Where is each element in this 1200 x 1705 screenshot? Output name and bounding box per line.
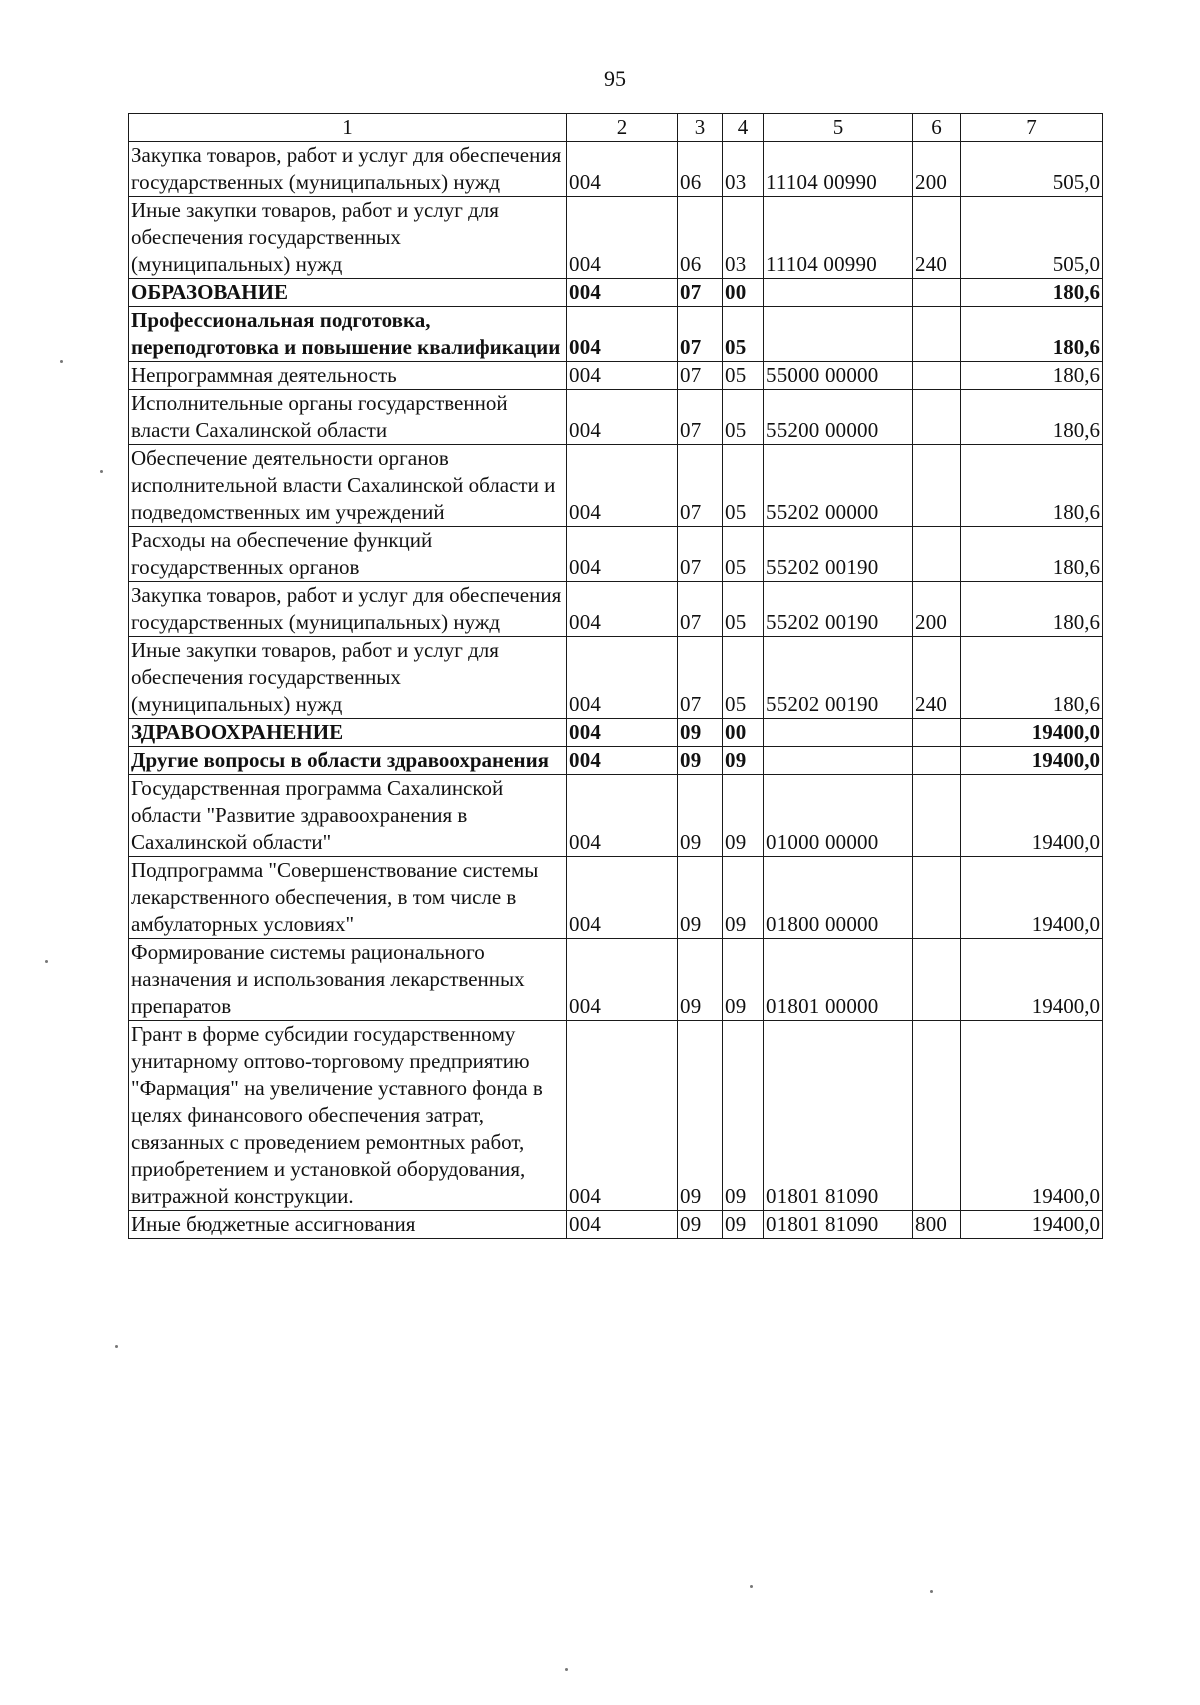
row-expense-type-cell: 200 <box>913 582 961 637</box>
row-admin-code-cell: 004 <box>567 307 678 362</box>
table-row <box>129 142 1103 197</box>
row-name-cell: Обеспечение деятельности органов исполнительной власти Сахалинской области и подведомственных им учреждений <box>129 445 567 527</box>
table-row <box>129 197 1103 279</box>
row-name-cell: Профессиональная подготовка, переподготовка и повышение квалификации <box>129 307 567 362</box>
row-expense-type-cell: 240 <box>913 197 961 279</box>
scan-speck <box>565 1668 568 1671</box>
row-target-article-cell: 01800 00000 <box>764 857 913 939</box>
row-expense-type-cell <box>913 445 961 527</box>
row-subsection-cell: 05 <box>723 445 764 527</box>
table-row <box>129 857 1103 939</box>
row-expense-type-cell <box>913 939 961 1021</box>
row-amount-cell: 180,6 <box>961 527 1103 582</box>
scan-speck <box>750 1585 753 1588</box>
row-section-cell: 09 <box>678 747 723 775</box>
row-name-cell: Другие вопросы в области здравоохранения <box>129 747 567 775</box>
row-name-cell: Закупка товаров, работ и услуг для обеспечения государственных (муниципальных) нужд <box>129 142 567 197</box>
row-section-cell: 07 <box>678 582 723 637</box>
header-cell-1: 1 <box>129 114 567 142</box>
row-subsection-cell: 09 <box>723 939 764 1021</box>
row-expense-type-cell: 200 <box>913 142 961 197</box>
table-row <box>129 719 1103 747</box>
header-cell-6: 6 <box>913 114 961 142</box>
row-section-cell: 09 <box>678 1211 723 1239</box>
row-admin-code-cell: 004 <box>567 1211 678 1239</box>
scan-speck <box>115 1345 118 1348</box>
row-expense-type-cell <box>913 279 961 307</box>
scan-speck <box>930 1590 933 1593</box>
row-section-cell: 07 <box>678 307 723 362</box>
row-section-cell: 06 <box>678 142 723 197</box>
row-name-cell: Формирование системы рационального назначения и использования лекарственных препаратов <box>129 939 567 1021</box>
row-admin-code-cell: 004 <box>567 747 678 775</box>
row-admin-code-cell: 004 <box>567 362 678 390</box>
row-admin-code-cell: 004 <box>567 279 678 307</box>
row-subsection-cell: 05 <box>723 582 764 637</box>
row-target-article-cell: 55202 00190 <box>764 637 913 719</box>
row-name-cell: Иные бюджетные ассигнования <box>129 1211 567 1239</box>
table-row <box>129 582 1103 637</box>
row-expense-type-cell: 800 <box>913 1211 961 1239</box>
row-subsection-cell: 09 <box>723 1021 764 1211</box>
row-expense-type-cell: 240 <box>913 637 961 719</box>
row-amount-cell: 505,0 <box>961 142 1103 197</box>
row-section-cell: 09 <box>678 719 723 747</box>
row-subsection-cell: 05 <box>723 637 764 719</box>
row-admin-code-cell: 004 <box>567 582 678 637</box>
row-amount-cell: 19400,0 <box>961 1021 1103 1211</box>
table-row <box>129 1211 1103 1239</box>
header-cell-5: 5 <box>764 114 913 142</box>
row-section-cell: 09 <box>678 775 723 857</box>
row-expense-type-cell <box>913 719 961 747</box>
table-row <box>129 362 1103 390</box>
row-amount-cell: 19400,0 <box>961 939 1103 1021</box>
row-section-cell: 09 <box>678 939 723 1021</box>
row-amount-cell: 180,6 <box>961 390 1103 445</box>
row-target-article-cell: 01801 81090 <box>764 1021 913 1211</box>
row-admin-code-cell: 004 <box>567 142 678 197</box>
row-expense-type-cell <box>913 527 961 582</box>
row-name-cell: Иные закупки товаров, работ и услуг для обеспечения государственных (муниципальных) нужд <box>129 637 567 719</box>
row-amount-cell: 19400,0 <box>961 775 1103 857</box>
row-expense-type-cell <box>913 307 961 362</box>
row-target-article-cell <box>764 307 913 362</box>
row-subsection-cell: 09 <box>723 775 764 857</box>
row-name-cell: ЗДРАВООХРАНЕНИЕ <box>129 719 567 747</box>
row-subsection-cell: 00 <box>723 719 764 747</box>
row-subsection-cell: 03 <box>723 197 764 279</box>
table-row <box>129 527 1103 582</box>
row-target-article-cell: 01801 00000 <box>764 939 913 1021</box>
scan-speck <box>100 470 103 473</box>
row-subsection-cell: 05 <box>723 307 764 362</box>
row-amount-cell: 180,6 <box>961 307 1103 362</box>
row-expense-type-cell <box>913 1021 961 1211</box>
row-subsection-cell: 05 <box>723 527 764 582</box>
row-amount-cell: 180,6 <box>961 279 1103 307</box>
row-name-cell: Расходы на обеспечение функций государственных органов <box>129 527 567 582</box>
row-admin-code-cell: 004 <box>567 637 678 719</box>
row-section-cell: 07 <box>678 445 723 527</box>
row-admin-code-cell: 004 <box>567 719 678 747</box>
row-amount-cell: 19400,0 <box>961 1211 1103 1239</box>
row-section-cell: 09 <box>678 857 723 939</box>
row-target-article-cell: 55202 00000 <box>764 445 913 527</box>
row-section-cell: 07 <box>678 637 723 719</box>
row-name-cell: Исполнительные органы государственной власти Сахалинской области <box>129 390 567 445</box>
row-target-article-cell: 01801 81090 <box>764 1211 913 1239</box>
row-amount-cell: 505,0 <box>961 197 1103 279</box>
header-cell-4: 4 <box>723 114 764 142</box>
table-row <box>129 307 1103 362</box>
table-row <box>129 939 1103 1021</box>
row-admin-code-cell: 004 <box>567 939 678 1021</box>
row-expense-type-cell <box>913 390 961 445</box>
row-name-cell: Непрограммная деятельность <box>129 362 567 390</box>
row-amount-cell: 180,6 <box>961 637 1103 719</box>
row-subsection-cell: 00 <box>723 279 764 307</box>
row-admin-code-cell: 004 <box>567 857 678 939</box>
row-target-article-cell <box>764 719 913 747</box>
row-target-article-cell: 55200 00000 <box>764 390 913 445</box>
table-body <box>129 114 1103 1239</box>
row-section-cell: 07 <box>678 527 723 582</box>
table-row <box>129 775 1103 857</box>
row-admin-code-cell: 004 <box>567 1021 678 1211</box>
table-row <box>129 390 1103 445</box>
row-section-cell: 09 <box>678 1021 723 1211</box>
header-cell-7: 7 <box>961 114 1103 142</box>
row-admin-code-cell: 004 <box>567 197 678 279</box>
row-name-cell: Иные закупки товаров, работ и услуг для обеспечения государственных (муниципальных) нужд <box>129 197 567 279</box>
row-target-article-cell: 11104 00990 <box>764 142 913 197</box>
scan-speck <box>45 960 48 963</box>
row-amount-cell: 180,6 <box>961 362 1103 390</box>
row-admin-code-cell: 004 <box>567 445 678 527</box>
scan-speck <box>60 360 63 363</box>
row-subsection-cell: 09 <box>723 857 764 939</box>
row-expense-type-cell <box>913 747 961 775</box>
row-target-article-cell: 55202 00190 <box>764 527 913 582</box>
row-section-cell: 06 <box>678 197 723 279</box>
row-amount-cell: 19400,0 <box>961 857 1103 939</box>
row-expense-type-cell <box>913 775 961 857</box>
row-section-cell: 07 <box>678 279 723 307</box>
row-subsection-cell: 05 <box>723 390 764 445</box>
page-number: 95 <box>604 66 626 91</box>
row-name-cell: ОБРАЗОВАНИЕ <box>129 279 567 307</box>
row-expense-type-cell <box>913 857 961 939</box>
row-section-cell: 07 <box>678 390 723 445</box>
table-row <box>129 445 1103 527</box>
row-amount-cell: 180,6 <box>961 582 1103 637</box>
row-amount-cell: 19400,0 <box>961 719 1103 747</box>
table-row <box>129 279 1103 307</box>
table-row <box>129 747 1103 775</box>
row-subsection-cell: 05 <box>723 362 764 390</box>
table-row <box>129 637 1103 719</box>
row-target-article-cell <box>764 279 913 307</box>
row-target-article-cell: 01000 00000 <box>764 775 913 857</box>
row-admin-code-cell: 004 <box>567 390 678 445</box>
row-target-article-cell: 55000 00000 <box>764 362 913 390</box>
header-cell-2: 2 <box>567 114 678 142</box>
row-name-cell: Государственная программа Сахалинской области "Развитие здравоохранения в Сахалинской области" <box>129 775 567 857</box>
row-target-article-cell: 55202 00190 <box>764 582 913 637</box>
row-subsection-cell: 03 <box>723 142 764 197</box>
row-amount-cell: 180,6 <box>961 445 1103 527</box>
row-amount-cell: 19400,0 <box>961 747 1103 775</box>
row-target-article-cell <box>764 747 913 775</box>
header-cell-3: 3 <box>678 114 723 142</box>
row-subsection-cell: 09 <box>723 1211 764 1239</box>
row-target-article-cell: 11104 00990 <box>764 197 913 279</box>
row-name-cell: Грант в форме субсидии государственному унитарному оптово-торговому предприятию "Фармация" на увеличение уставного фонда в целях финансового обеспечения затрат, связанных с проведением ремонтных работ, приобретением и установкой оборудования, витражной конструкции. <box>129 1021 567 1211</box>
row-subsection-cell: 09 <box>723 747 764 775</box>
row-admin-code-cell: 004 <box>567 527 678 582</box>
table-header-row <box>129 114 1103 142</box>
budget-table <box>128 113 1103 1239</box>
table-row <box>129 1021 1103 1211</box>
row-expense-type-cell <box>913 362 961 390</box>
row-section-cell: 07 <box>678 362 723 390</box>
row-name-cell: Закупка товаров, работ и услуг для обеспечения государственных (муниципальных) нужд <box>129 582 567 637</box>
row-name-cell: Подпрограмма "Совершенствование системы лекарственного обеспечения, в том числе в амбулаторных условиях" <box>129 857 567 939</box>
row-admin-code-cell: 004 <box>567 775 678 857</box>
